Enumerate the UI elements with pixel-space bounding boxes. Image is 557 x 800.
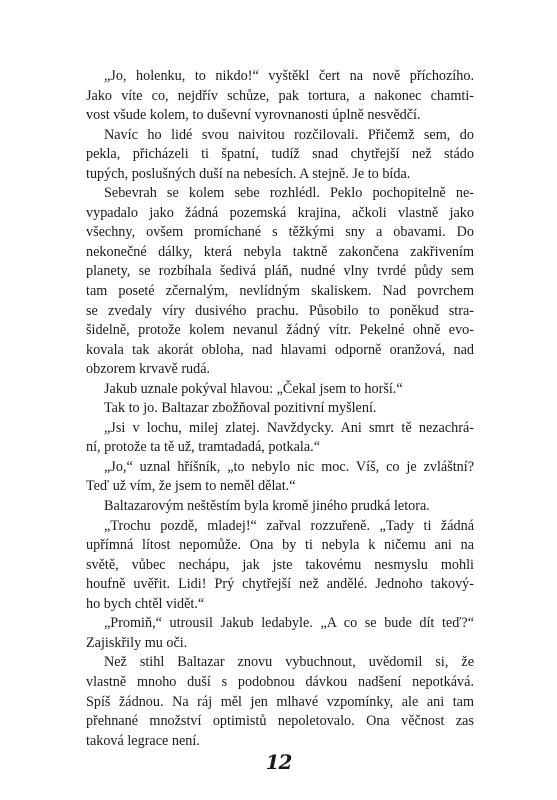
text-line: se zvedaly víry dusivého prachu. Působilo to poněkud stra- — [86, 302, 474, 319]
body-text — [86, 67, 474, 751]
text-line: Zajiskřily mu oči. — [86, 634, 188, 651]
text-line: taková legrace není. — [86, 732, 200, 749]
text-line: vost všude kolem, to duševní vyrovnanosti úplně nesvědčí. — [86, 107, 421, 124]
text-line: houfně uvěřit. Lidi! Prý chytřejší než andělé. Jednoho takový- — [86, 576, 474, 593]
text-line: Jakub uznale pokýval hlavou: „Čekal jsem to horší.“ — [104, 380, 403, 397]
text-line: Navíc ho lidé svou naivitou rozčilovali. Přičemž sem, do — [104, 126, 474, 143]
text-line: Jako víte co, nejdřív schůze, pak tortura, a nakonec chamti- — [86, 87, 474, 104]
text-line: Tak to jo. Baltazar zbožňoval pozitivní myšlení. — [104, 400, 377, 417]
text-line: ho bych chtěl vidět.“ — [86, 595, 205, 612]
text-line: Baltazarovým neštěstím byla kromě jiného prudká letora. — [104, 498, 430, 515]
text-line: ní, protože ta tě už, tramtadadá, potkala.“ — [86, 439, 320, 456]
text-line: „Jo,“ uznal hříšník, „to nebylo nic moc. Víš, co je zvláštní? — [104, 458, 474, 475]
text-line: pekla, přicházeli ti špatní, tudíž snad chytřejší než stádo — [86, 146, 474, 163]
text-line: upřímná lítost nepomůže. Ona by ti nebyla k ničemu ani na — [86, 537, 474, 554]
text-line: kovala tak akorát obloha, nad hlavami odporně oranžová, nad — [86, 341, 474, 358]
text-line: „Promiň,“ utrousil Jakub ledabyle. „A co se bude dít teď?“ — [104, 615, 474, 632]
text-line: Než stihl Baltazar znovu vybuchnout, uvědomil si, že — [104, 654, 474, 671]
text-line: „Trochu pozdě, mladej!“ zařval rozzuřeně. „Tady ti žádná — [104, 517, 474, 534]
text-line: světě, vůbec nechápu, jak jste takovému nesmyslu mohli — [86, 556, 474, 573]
text-line: vypadalo jako žádná pozemská krajina, ačkoli vlastně jako — [86, 204, 474, 221]
page-number: 12 — [265, 750, 292, 774]
text-line: šidelně, protože kolem nevanul žádný vítr. Pekelné ohně evo- — [86, 322, 474, 339]
text-line: Spíš žádnou. Na ráj měl jen mlhavé vzpomínky, ale ani tam — [86, 693, 474, 710]
text-line: tam poseté zčernalým, nevlídným skaliskem. Nad povrchem — [86, 283, 474, 300]
text-line: „Jsi v lochu, milej zlatej. Navždycky. Ani smrt tě nezachrá- — [104, 419, 474, 436]
text-line: vlastně mnoho duší s podobnou dávkou nadšení nepotkává. — [86, 673, 474, 690]
text-line: přehnané množství optimistů nepoletovalo. Ona věčnost zas — [86, 713, 474, 730]
text-line: nekonečné dálky, která nebyla taktně zakončena zakřivením — [86, 243, 474, 260]
text-line: „Jo, holenku, to nikdo!“ vyštěkl čert na nově příchozího. — [104, 68, 474, 84]
text-line: tupých, poslušných duší na nebesích. A stejně. Je to bída. — [86, 165, 411, 182]
text-line: Sebevrah se kolem sebe rozhlédl. Peklo pochopitelně ne- — [104, 185, 474, 202]
text-line: Teď už vím, že jsem to neměl dělat.“ — [86, 478, 296, 495]
text-line: všechny, ovšem promíchané s těžkými sny a obavami. Do — [86, 224, 474, 241]
text-line: planety, se rozbíhala šedivá pláň, nudné vlny tvrdé půdy sem — [86, 263, 474, 280]
text-line: obzorem krvavě rudá. — [86, 361, 211, 378]
